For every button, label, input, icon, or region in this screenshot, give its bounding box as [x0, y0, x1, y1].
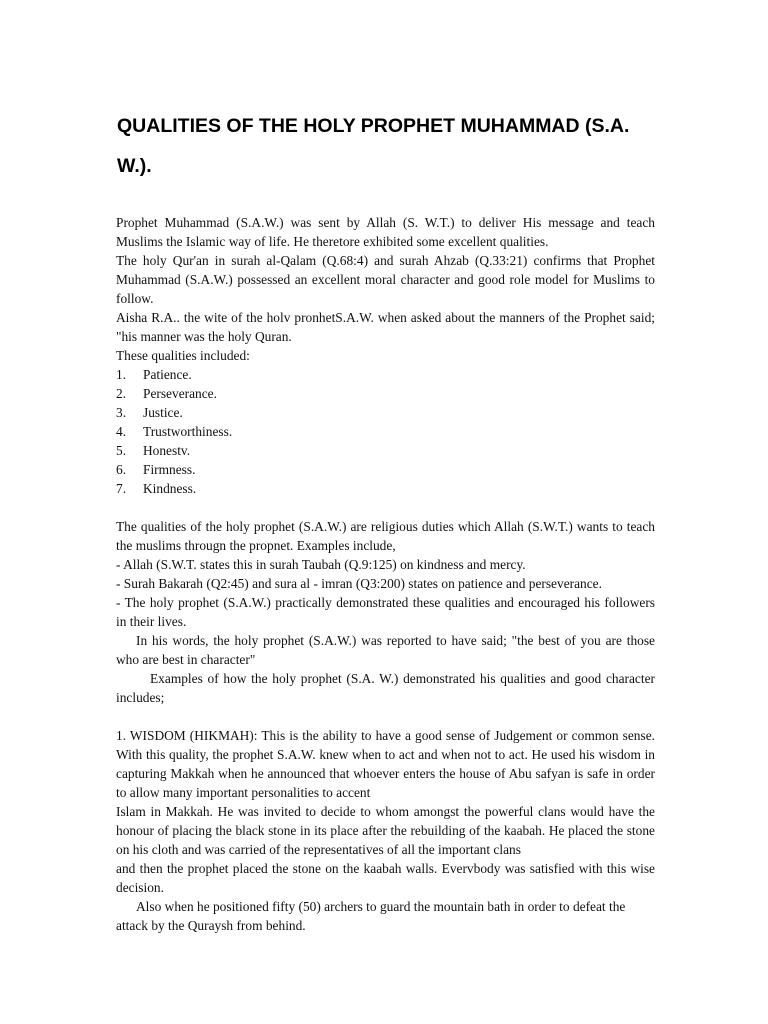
- intro-paragraph-3: Aisha R.A.. the wite of the holv pronhetS.A.W. when asked about the manners of the Prophet said; "his manner was the holy Quran.: [116, 310, 655, 344]
- duty-example-1: - Allah (S.W.T. states this in surah Taubah (Q.9:125) on kindness and mercy.: [116, 557, 526, 572]
- list-item: [116, 460, 655, 479]
- intro-paragraph-1: Prophet Muhammad (S.A.W.) was sent by Allah (S. W.T.) to deliver His message and teach Muslims the Islamic way of life. He theretore exhibited some excellent qualities.: [116, 215, 655, 249]
- list-number: 1.: [116, 367, 127, 382]
- list-item: [116, 422, 655, 441]
- examples-intro: Examples of how the holy prophet (S.A. W.) demonstrated his qualities and good character includes;: [116, 671, 655, 705]
- list-number: 2.: [116, 386, 127, 401]
- duty-example-2: - Surah Bakarah (Q2:45) and sura al - imran (Q3:200) states on patience and perseverance.: [116, 576, 602, 591]
- list-item: [116, 384, 655, 403]
- list-text: Patience.: [143, 367, 192, 382]
- archers-paragraph: Also when he positioned fifty (50) archers to guard the mountain bath in order to defeat the attack by the Quraysh from behind.: [116, 899, 626, 933]
- list-item: [116, 441, 655, 460]
- list-text: Trustworthiness.: [143, 424, 233, 439]
- list-text: Honestv.: [143, 443, 191, 458]
- wisdom-paragraph-1: 1. WISDOM (HIKMAH): This is the ability to have a good sense of Judgement or common sense. With this quality, the prophet S.A.W. knew when to act and when not to act. He used his wisdom in capturing Makkah when he announced that whoever enters the house of Abu safyan is safe in order to allow many important personalities to accent: [116, 728, 655, 800]
- wisdom-paragraph-3: and then the prophet placed the stone on the kaabah walls. Evervbody was satisfied with this wise decision.: [116, 861, 655, 895]
- list-number: 4.: [116, 424, 127, 439]
- intro-paragraph-2: The holy Qur'an in surah al-Qalam (Q.68:4) and surah Ahzab (Q.33:21) confirms that Prophet Muhammad (S.A.W.) possessed an excellent moral character and good role model for Muslims to follow.: [116, 253, 655, 306]
- intro-paragraph-4: These qualities included:: [116, 348, 250, 363]
- list-item: [116, 365, 655, 384]
- list-text: Kindness.: [143, 481, 197, 496]
- list-number: 3.: [116, 405, 127, 420]
- wisdom-paragraph-2: Islam in Makkah. He was invited to decide to whom amongst the powerful clans would have the honour of placing the black stone in its place after the rebuilding of the kaabah. He placed the stone on his cloth and was carried of the representatives of all the important clans: [116, 804, 655, 857]
- duties-paragraph: The qualities of the holy prophet (S.A.W.) are religious duties which Allah (S.W.T.) wants to teach the muslims througn the propnet. Examples include,: [116, 519, 655, 553]
- hadith-quote: In his words, the holy prophet (S.A.W.) was reported to have said; "the best of you are those who are best in character": [116, 633, 655, 667]
- duty-example-3: - The holy prophet (S.A.W.) practically demonstrated these qualities and encouraged his followers in their lives.: [116, 595, 655, 629]
- paragraph-gap: [116, 707, 655, 726]
- list-text: Justice.: [143, 405, 183, 420]
- list-number: 7.: [116, 481, 127, 496]
- list-text: Perseverance.: [143, 386, 217, 401]
- document-title: QUALITIES OF THE HOLY PROPHET MUHAMMAD (S.A. W.).: [117, 115, 630, 177]
- qualities-list: [116, 365, 655, 498]
- list-number: 6.: [116, 462, 127, 477]
- list-number: 5.: [116, 443, 127, 458]
- paragraph-gap: [116, 498, 655, 517]
- document-body: [116, 213, 655, 935]
- list-item: [116, 479, 655, 498]
- list-text: Firmness.: [143, 462, 196, 477]
- list-item: [116, 403, 655, 422]
